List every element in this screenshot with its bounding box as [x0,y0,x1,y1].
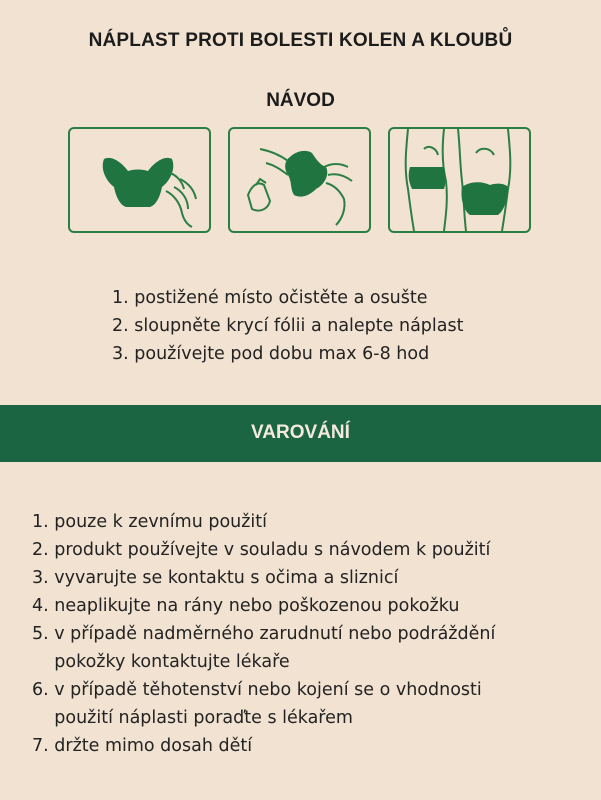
instruction-item: 1. postižené místo očistěte a osušte [112,288,428,308]
instruction-item: 2. sloupněte krycí fólii a nalepte náplast [112,316,464,336]
instructions-heading: NÁVOD [266,90,335,111]
warning-item: 7. držte mimo dosah dětí [32,736,253,756]
warning-item: 1. pouze k zevnímu použití [32,512,268,532]
warning-item-continued: použití náplasti poraďte s lékařem [32,708,353,728]
warning-title: VAROVÁNÍ [251,422,350,443]
warning-item: 5. v případě nadměrného zarudnutí nebo podráždění [32,624,496,644]
warning-item-continued: pokožky kontaktujte lékaře [32,652,290,672]
step-2-illustration [228,127,371,233]
warning-item: 2. produkt používejte v souladu s návodem k použití [32,540,491,560]
instructions-list [112,284,463,368]
patch-on-knee-icon [390,129,529,231]
patch-applying-icon [230,129,369,231]
step-3-illustration [388,127,531,233]
warning-item: 4. neaplikujte na rány nebo poškozenou pokožku [32,596,460,616]
steps-illustrations [68,127,533,235]
instruction-item: 3. používejte pod dobu max 6-8 hod [112,344,430,364]
warning-item: 3. vyvarujte se kontaktu s očima a sliznicí [32,568,399,588]
step-1-illustration [68,127,211,233]
page-title: NÁPLAST PROTI BOLESTI KOLEN A KLOUBŮ [88,30,513,51]
warning-item: 6. v případě těhotenství nebo kojení se o vhodnosti [32,680,482,700]
warning-banner [0,405,601,462]
patch-peeling-icon [70,129,209,231]
warnings-list [32,508,495,760]
